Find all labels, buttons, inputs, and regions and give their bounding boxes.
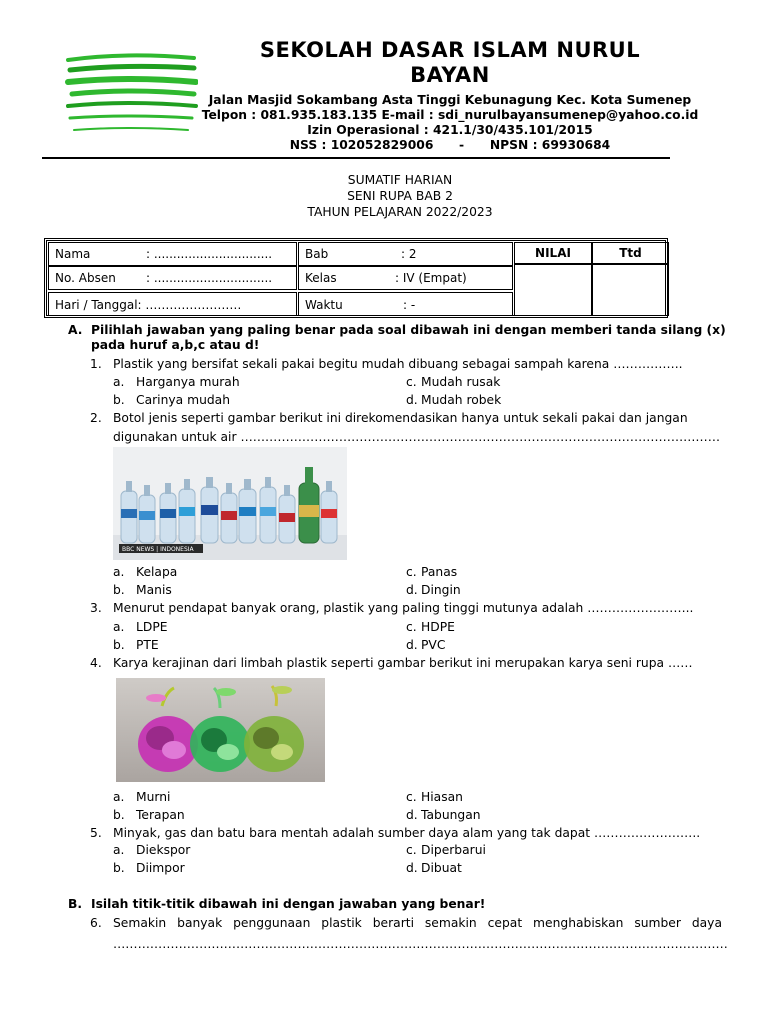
- q2-option-d-letter[interactable]: d.: [406, 583, 418, 597]
- q1-option-b-letter[interactable]: b.: [113, 393, 125, 407]
- operational-license: Izin Operasional : 421.1/30/435.101/2015: [307, 123, 593, 137]
- q1-option-d-letter[interactable]: d.: [406, 393, 418, 407]
- section-b-instruction: Isilah titik-titik dibawah ini dengan jawaban yang benar!: [91, 897, 486, 911]
- q5-option-c-letter[interactable]: c.: [406, 843, 417, 857]
- nilai-header: NILAI: [514, 242, 592, 264]
- exam-subject: SENI RUPA BAB 2: [347, 189, 453, 203]
- header-divider: [42, 157, 670, 159]
- q4-option-d-letter[interactable]: d.: [406, 808, 418, 822]
- waktu-cell: [298, 292, 513, 316]
- q1-option-a-text: Harganya murah: [136, 375, 240, 389]
- name-value: : ...............................: [146, 247, 273, 261]
- absen-value: : ...............................: [146, 271, 273, 285]
- question-5-number: 5.: [90, 826, 102, 840]
- ttd-box[interactable]: [592, 264, 669, 316]
- q3-option-c-letter[interactable]: c.: [406, 620, 417, 634]
- q2-option-a-letter[interactable]: a.: [113, 565, 125, 579]
- q3-option-d-text: PVC: [421, 638, 446, 652]
- question-6-number: 6.: [90, 916, 102, 930]
- q4-option-c-text: Hiasan: [421, 790, 463, 804]
- section-a-instruction-line2: pada huruf a,b,c atau d!: [91, 338, 260, 352]
- school-ids: NSS : 102052829006 - NPSN : 69930684: [289, 138, 611, 152]
- kelas-label: Kelas: [305, 271, 337, 285]
- absen-label: No. Absen: [55, 271, 116, 285]
- q5-option-a-text: Diekspor: [136, 843, 191, 857]
- q5-option-a-letter[interactable]: a.: [113, 843, 125, 857]
- bab-cell: [298, 242, 513, 266]
- nilai-box[interactable]: [514, 264, 592, 316]
- bab-value: : 2: [401, 247, 417, 261]
- section-a-instruction-line1: Pilihlah jawaban yang paling benar pada soal dibawah ini dengan memberi tanda silang (x): [91, 323, 726, 337]
- q5-option-d-letter[interactable]: d.: [406, 861, 418, 875]
- q3-option-b-text: PTE: [136, 638, 159, 652]
- bab-label: Bab: [305, 247, 329, 261]
- school-name: SEKOLAH DASAR ISLAM NURUL BAYAN: [259, 38, 641, 87]
- q4-option-a-letter[interactable]: a.: [113, 790, 125, 804]
- q4-option-a-text: Murni: [136, 790, 171, 804]
- plastic-craft-photo: [116, 678, 325, 782]
- q1-option-c-letter[interactable]: c.: [406, 375, 417, 389]
- question-6-text-line1: Semakin banyak penggunaan plastik berarti semakin cepat menghabiskan sumber daya: [113, 916, 722, 930]
- waktu-label: Waktu: [305, 298, 343, 312]
- exam-year: TAHUN PELAJARAN 2022/2023: [307, 205, 493, 219]
- q1-option-d-text: Mudah robek: [421, 393, 502, 407]
- section-a-marker: A.: [68, 323, 83, 337]
- question-2-text-line1: Botol jenis seperti gambar berikut ini direkomendasikan hanya untuk sekali pakai dan jangan: [113, 411, 688, 425]
- q5-option-b-letter[interactable]: b.: [113, 861, 125, 875]
- ttd-header: Ttd: [592, 242, 669, 264]
- student-identity-table: [44, 238, 668, 318]
- question-4-text: Karya kerajinan dari limbah plastik seperti gambar berikut ini merupakan karya seni rupa ……: [113, 656, 693, 670]
- q2-option-a-text: Kelapa: [136, 565, 178, 579]
- section-b-marker: B.: [68, 897, 83, 911]
- photo-caption: BBC NEWS | INDONESIA: [122, 546, 194, 553]
- q3-option-d-letter[interactable]: d.: [406, 638, 418, 652]
- q5-option-c-text: Diperbarui: [421, 843, 486, 857]
- q2-option-b-letter[interactable]: b.: [113, 583, 125, 597]
- question-1-text: Plastik yang bersifat sekali pakai begitu mudah dibuang sebagai sampah karena ……………..: [113, 357, 683, 371]
- kelas-cell: [298, 266, 513, 290]
- date-label: Hari / Tanggal: ……………………: [55, 298, 242, 312]
- q2-option-c-text: Panas: [421, 565, 458, 579]
- q3-option-b-letter[interactable]: b.: [113, 638, 125, 652]
- question-3-number: 3.: [90, 601, 102, 615]
- q2-option-d-text: Dingin: [421, 583, 461, 597]
- question-4-number: 4.: [90, 656, 102, 670]
- school-contact: Telpon : 081.935.183.135 E-mail : sdi_nurulbayansumenep@yahoo.co.id: [201, 108, 699, 122]
- q5-option-d-text: Dibuat: [421, 861, 462, 875]
- exam-title: SUMATIF HARIAN: [347, 173, 453, 187]
- school-logo: [64, 48, 198, 140]
- q2-option-c-letter[interactable]: c.: [406, 565, 417, 579]
- waktu-value: : -: [403, 298, 416, 312]
- q3-option-a-text: LDPE: [136, 620, 168, 634]
- question-1-number: 1.: [90, 357, 102, 371]
- question-2-text-line2: digunakan untuk air ………………………………………………………………………………………………………: [113, 430, 721, 444]
- q1-option-a-letter[interactable]: a.: [113, 375, 125, 389]
- q4-option-d-text: Tabungan: [421, 808, 481, 822]
- q2-option-b-text: Manis: [136, 583, 172, 597]
- q4-option-c-letter[interactable]: c.: [406, 790, 417, 804]
- q4-option-b-text: Terapan: [136, 808, 185, 822]
- name-label: Nama: [55, 247, 91, 261]
- q3-option-a-letter[interactable]: a.: [113, 620, 125, 634]
- q3-option-c-text: HDPE: [421, 620, 455, 634]
- question-5-text: Minyak, gas dan batu bara mentah adalah sumber daya alam yang tak dapat ……………………..: [113, 826, 701, 840]
- q1-option-c-text: Mudah rusak: [421, 375, 501, 389]
- absen-cell[interactable]: [48, 266, 297, 290]
- q4-option-b-letter[interactable]: b.: [113, 808, 125, 822]
- plastic-bottles-photo: [113, 447, 347, 560]
- question-3-text: Menurut pendapat banyak orang, plastik yang paling tinggi mutunya adalah ……………………..: [113, 601, 694, 615]
- question-6-answer-line[interactable]: ……………………………………………………………………………………………………………………………………: [113, 937, 728, 951]
- q1-option-b-text: Carinya mudah: [136, 393, 231, 407]
- date-cell[interactable]: [48, 292, 297, 316]
- school-address: Jalan Masjid Sokambang Asta Tinggi Kebunagung Kec. Kota Sumenep: [208, 93, 692, 107]
- name-cell[interactable]: [48, 242, 297, 266]
- question-2-number: 2.: [90, 411, 102, 425]
- q5-option-b-text: Diimpor: [136, 861, 185, 875]
- kelas-value: : IV (Empat): [395, 271, 467, 285]
